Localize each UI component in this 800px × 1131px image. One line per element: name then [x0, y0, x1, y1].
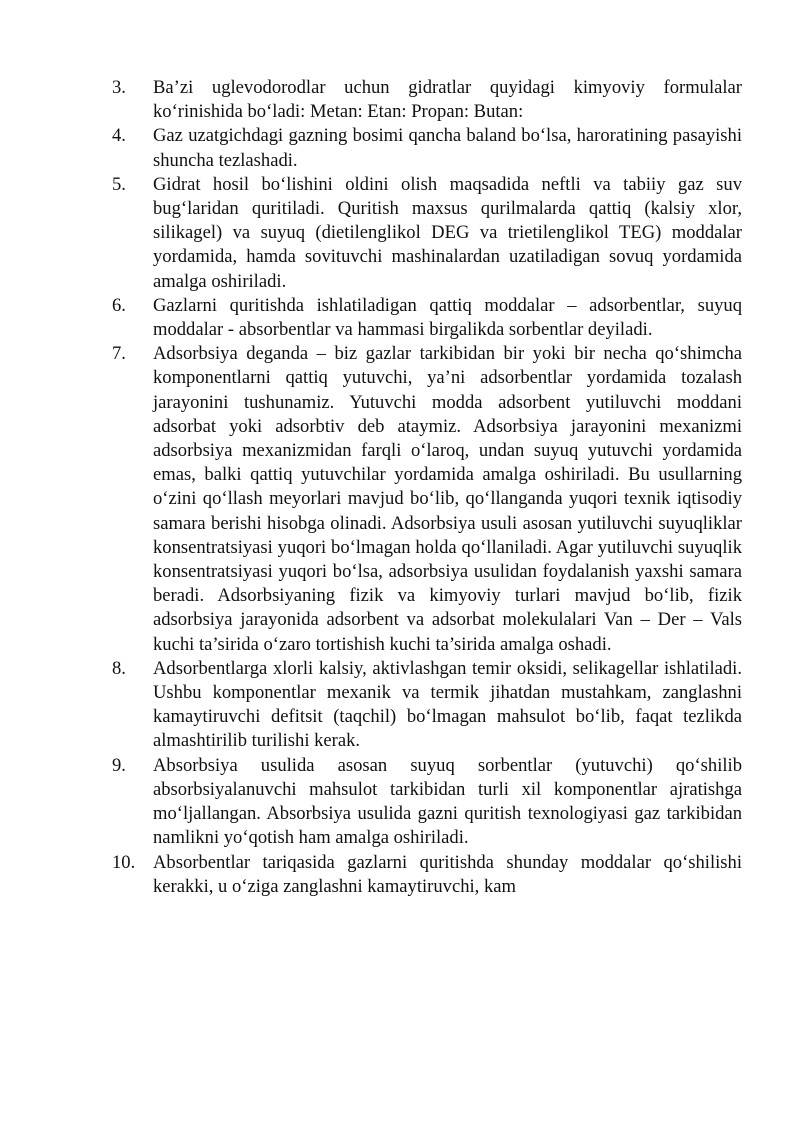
list-item-text: Absorbsiya usulida asosan suyuq sorbentlar (yutuvchi) qo‘shilib absorbsiyalanuvchi mahsulot tarkibidan turli xil komponentlar ajratishga mo‘ljallangan. Absorbsiya usulida gazni quritish texnologiyasi gaz tarkibidan namlikni yo‘qotish ham amalga oshiriladi. [153, 754, 742, 849]
list-item-text: Absorbentlar tariqasida gazlarni quritishda shunday moddalar qo‘shilishi kerakki, u o‘ziga zanglashni kamaytiruvchi, kam [153, 851, 742, 897]
list-item-text: Adsorbentlarga xlorli kalsiy, aktivlashgan temir oksidi, selikagellar ishlatiladi. Ushbu komponentlar mexanik va termik jihatdan mustahkam, zanglashni kamaytiruvchi defitsit (taqchil) bo‘lmagan mahsulot bo‘lib, faqat tezlikda almashtirilib turilishi kerak. [153, 657, 742, 752]
list-item [112, 294, 742, 342]
list-item [112, 657, 742, 754]
list-item [112, 76, 742, 124]
list-item-number: 3. [112, 77, 126, 98]
list-item [112, 342, 742, 657]
list-item-number: 4. [112, 125, 126, 147]
list-item-number: 5. [112, 173, 126, 195]
list-item [112, 851, 742, 899]
list-item-number: 8. [112, 657, 126, 679]
list-item-text: Ba’zi uglevodorodlar uchun gidratlar quyidagi kimyoviy formulalar ko‘rinishida bo‘ladi: Metan: Etan: Propan: Butan: [153, 77, 742, 123]
list-item-text: Gazlarni quritishda ishlatiladigan qattiq moddalar – adsorbentlar, suyuq moddalar - absorbentlar va hammasi birgalikda sorbentlar deyiladi. [153, 294, 742, 341]
list-item-text: Gidrat hosil bo‘lishini oldini olish maqsadida neftli va tabiiy gaz suv bug‘laridan quritiladi. Quritish maxsus qurilmalarda qattiq (kalsiy xlor, silikagel) va suyuq (dietilenglikol DEG va trietilenglikol TEG) moddalar yordamida, hamda sovituvchi mashinalardan uzatiladigan sovuq yordamida amalga oshiriladi. [153, 173, 742, 292]
list-item [112, 754, 742, 851]
list-item-text: Adsorbsiya deganda – biz gazlar tarkibidan bir yoki bir necha qo‘shimcha komponentlarni qattiq yutuvchi, ya’ni adsorbentlar yordamida tozalash jarayonini tushunamiz. Yutuvchi modda adsorbent yutiluvchi moddani adsorbat yoki adsorbtiv deb ataymiz. Adsorbsiya jarayonini mexanizmi adsorbsiya mexanizmidan farqli o‘laroq, undan suyuq yutuvchi yordamida emas, balki qattiq yutuvchilar yordamida amalga oshiriladi. Bu usullarning o‘zini qo‘llash meyorlari mavjud bo‘lib, qo‘llanganda yuqori texnik iqtisodiy samara berishi hisobga olinadi. Adsorbsiya usuli asosan yutiluvchi suyuqliklar konsentratsiyasi yuqori bo‘lmagan holda qo‘llaniladi. Agar yutiluvchi suyuqlik konsentratsiyasi yuqori bo‘lsa, adsorbsiya usulidan foydalanish yaxshi samara beradi. Adsorbsiyaning fizik va kimyoviy turlari mavjud bo‘lib, fizik adsorbsiya jarayonida adsorbent va adsorbat molekulalari Van – Der – Vals kuchi ta’sirida o‘zaro tortishish kuchi ta’sirida amalga oshadi. [153, 343, 742, 655]
list-item [112, 173, 742, 294]
list-item-text: Gaz uzatgichdagi gazning bosimi qancha baland bo‘lsa, haroratining pasayishi shuncha tezlashadi. [153, 125, 742, 171]
list-item-number: 7. [112, 343, 126, 365]
list-item-number: 6. [112, 294, 126, 316]
numbered-list [112, 76, 742, 899]
list-item-number: 10. [112, 851, 136, 873]
list-item [112, 124, 742, 172]
list-item-number: 9. [112, 754, 126, 776]
